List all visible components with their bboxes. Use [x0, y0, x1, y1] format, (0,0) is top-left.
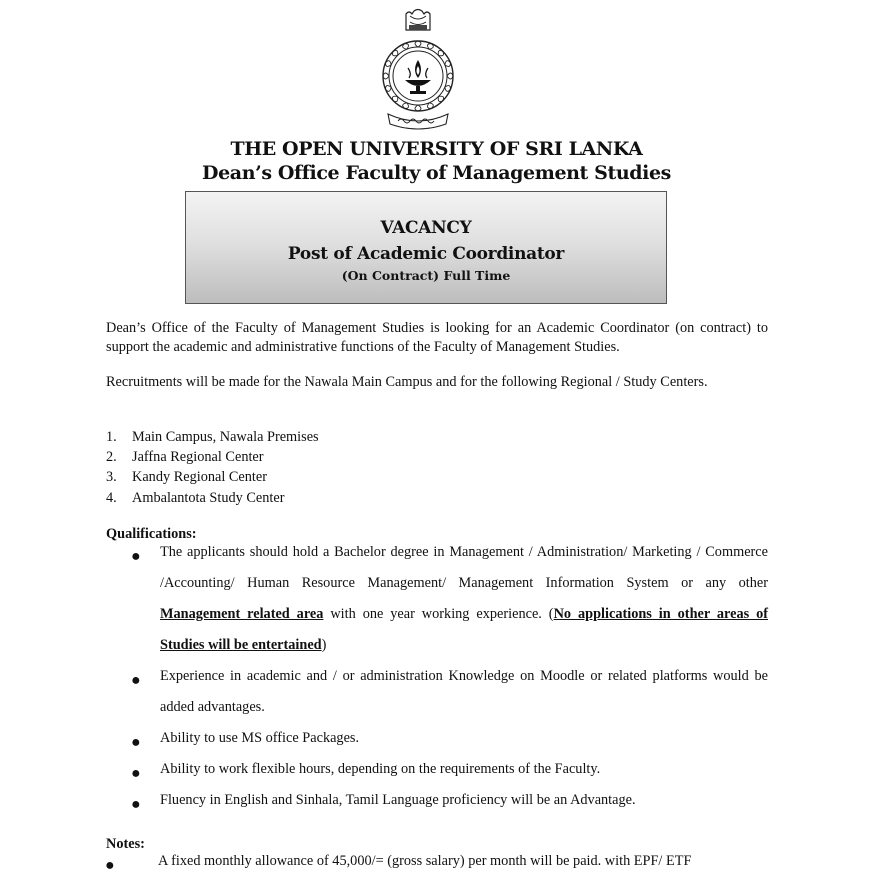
qualification-item: Experience in academic and / or administration Knowledge on Moodle or related platforms would be added advantages. [160, 668, 768, 715]
university-emblem [382, 8, 454, 132]
location-name: Ambalantota Study Center [132, 490, 285, 506]
university-name: THE OPEN UNIVERSITY OF SRI LANKA [230, 138, 643, 160]
bullet-icon: ● [131, 796, 141, 813]
emphasis-text: No applications in other areas of Studies will be entertained [160, 606, 769, 653]
list-item [106, 467, 267, 487]
list-number: 2. [106, 449, 117, 465]
qualification-text: The applicants should hold a Bachelor degree in Management / Administration/ Marketing / Commerce /Accounting/ Human Resource Management/ Management Information System or any other [160, 544, 768, 591]
bullet-icon: ● [131, 765, 141, 782]
notes-heading: Notes: [106, 836, 145, 852]
bullet-icon: ● [131, 548, 141, 565]
emphasis-text: Management related area [160, 606, 324, 622]
list-number: 4. [106, 490, 117, 506]
post-title: Post of Academic Coordinator [287, 244, 565, 264]
list-number: 1. [106, 429, 117, 445]
list-item [106, 488, 284, 508]
vacancy-banner [185, 191, 667, 304]
post-terms: (On Contract) Full Time [341, 268, 511, 283]
list-item [106, 427, 319, 447]
list-number: 3. [106, 469, 117, 485]
qualification-item: Ability to work flexible hours, depending on the requirements of the Faculty. [160, 761, 601, 777]
faculty-name: Dean’s Office Faculty of Management Studies [202, 162, 671, 184]
location-name: Kandy Regional Center [132, 469, 267, 485]
qualification-item: Fluency in English and Sinhala, Tamil Language proficiency will be an Advantage. [160, 792, 636, 808]
note-item: A fixed monthly allowance of 45,000/= (gross salary) per month will be paid. with EPF/ ETF [158, 853, 692, 869]
qualification-text: ) [321, 637, 327, 653]
qualification-text: with one year working experience. ( [323, 606, 554, 622]
bullet-icon: ● [131, 672, 141, 689]
list-item [106, 447, 264, 467]
qualifications-heading: Qualifications: [106, 526, 197, 542]
vacancy-heading: VACANCY [380, 218, 472, 238]
location-name: Jaffna Regional Center [132, 449, 264, 465]
bullet-icon: ● [131, 734, 141, 751]
bullet-icon: ● [105, 857, 115, 874]
location-name: Main Campus, Nawala Premises [132, 429, 319, 445]
recruitment-paragraph: Recruitments will be made for the Nawala Main Campus and for the following Regional / Study Centers. [106, 374, 708, 390]
qualification-item [160, 537, 768, 661]
qualification-item: Ability to use MS office Packages. [160, 730, 360, 746]
intro-paragraph: Dean’s Office of the Faculty of Management Studies is looking for an Academic Coordinator (on contract) to support the academic and administrative functions of the Faculty of Management Studies. [106, 320, 768, 355]
